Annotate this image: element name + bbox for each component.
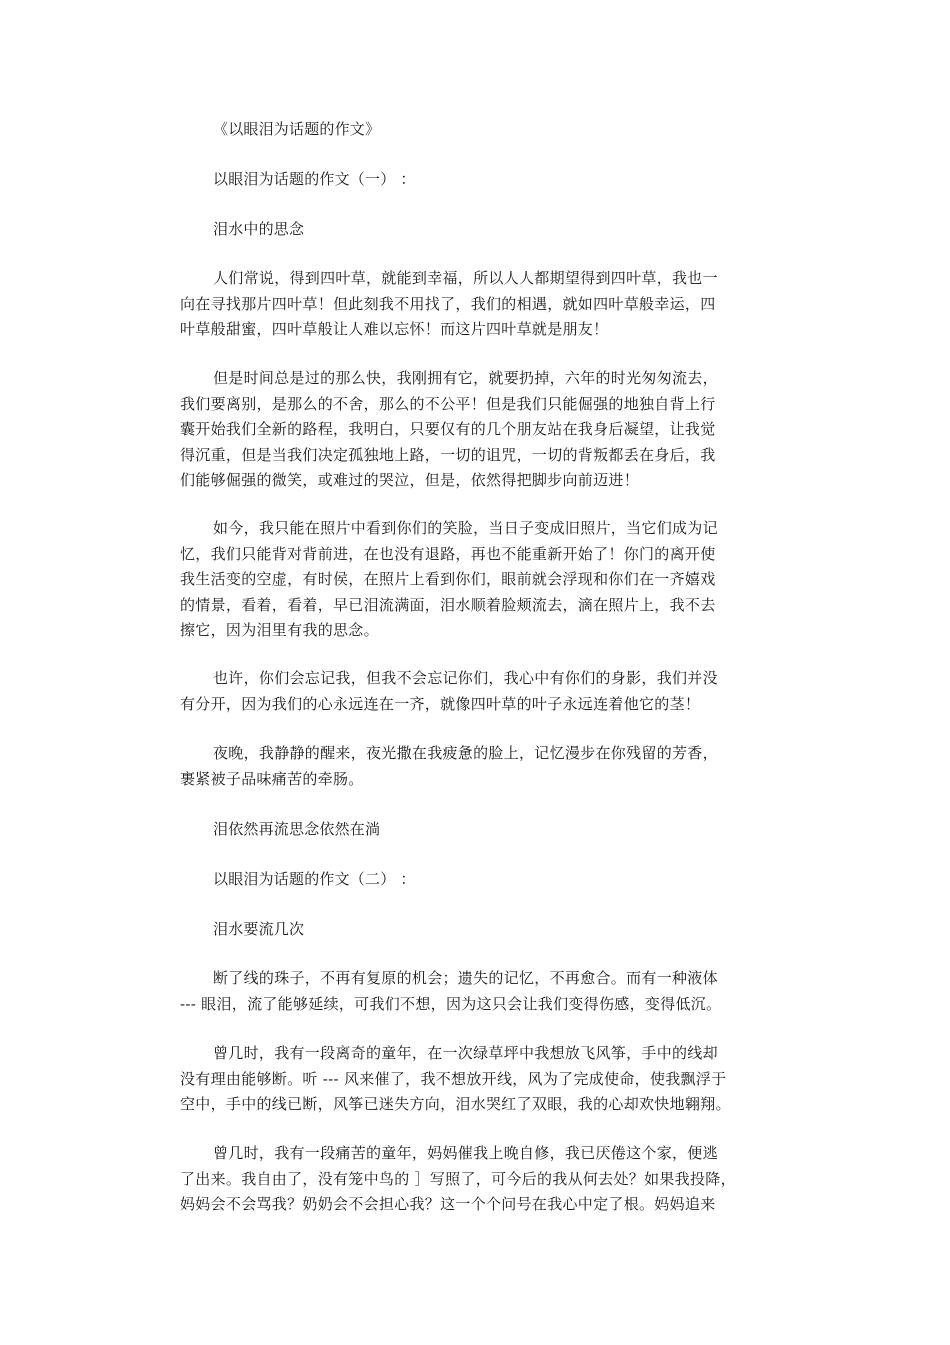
text-line: 我们要离别，是那么的不舍，那么的不公平！但是我们只能倔强的地独自背上行 <box>180 394 716 413</box>
text-line: 但是时间总是过的那么快，我刚拥有它，就要扔掉，六年的时光匆匆流去， <box>213 369 718 387</box>
essay1-paragraph-5 <box>180 741 718 792</box>
essay2-paragraph-1 <box>180 966 722 1017</box>
text-line: 囊开始我们全新的路程，我明白，只要仅有的几个朋友站在我身后凝望，让我觉 <box>180 420 716 438</box>
text-line: 叶草般甜蜜，四叶草般让人难以忘怀！而这片四叶草就是朋友！ <box>180 320 609 338</box>
text-line: 的情景，看着，看着，早已泪流满面，泪水顺着脸颊流去，滴在照片上，我不去 <box>180 595 716 614</box>
essay1-paragraph-2 <box>180 366 718 494</box>
document-title: 《以眼泪为话题的作文》 <box>213 120 381 138</box>
text-line: 得沉重，但是当我们决定孤独地上路，一切的诅咒，一切的背叛都丢在身后，我 <box>180 445 716 464</box>
essay1-closing-line: 泪依然再流思念依然在淌 <box>213 820 381 838</box>
essay2-heading: 以眼泪为话题的作文（二） ： <box>213 870 416 888</box>
text-line: 忆，我们只能背对背前进，在也没有退路，再也不能重新开始了！你门的离开使 <box>180 544 716 563</box>
text-line: 擦它，因为泪里有我的思念。 <box>180 621 379 639</box>
text-line: 也许，你们会忘记我，但我不会忘记你们，我心中有你们的身影，我们并没 <box>213 669 718 687</box>
essay2-subtitle: 泪水要流几次 <box>213 920 305 938</box>
text-line: 曾几时，我有一段痛苦的童年，妈妈催我上晚自修，我已厌倦这个家，便逃 <box>213 1144 718 1162</box>
text-line: 我生活变的空虚，有时侯，在照片上看到你们，眼前就会浮现和你们在一齐嬉戏 <box>180 570 716 588</box>
essay1-paragraph-4 <box>180 666 718 717</box>
text-line: 空中，手中的线已断，风筝已迷失方向，泪水哭红了双眼，我的心却欢快地翱翔。 <box>180 1095 731 1113</box>
text-line: 没有理由能够断。听 --- 风来催了，我不想放开线，风为了完成使命，使我飘浮于 <box>180 1069 727 1088</box>
text-line: 曾几时，我有一段离奇的童年，在一次绿草坪中我想放飞风筝，手中的线却 <box>213 1044 718 1062</box>
essay2-paragraph-3 <box>180 1141 736 1218</box>
essay1-paragraph-3 <box>180 516 718 644</box>
essay1-heading: 以眼泪为话题的作文（一） ： <box>213 170 416 188</box>
text-line: 有分开，因为我们的心永远连在一齐，就像四叶草的叶子永远连着他它的茎！ <box>180 694 701 713</box>
text-line: 向在寻找那片四叶草！但此刻我不用找了，我们的相遇，就如四叶草般幸运，四 <box>180 294 716 313</box>
text-line: 妈妈会不会骂我？奶奶会不会担心我？这一个个问号在我心中定了根。妈妈追来 <box>180 1195 716 1213</box>
text-line: 夜晚，我静静的醒来，夜光撒在我疲惫的脸上，记忆漫步在你残留的芳香， <box>213 744 718 762</box>
text-line: 断了线的珠子，不再有复原的机会；遗失的记忆，不再愈合。而有一种液体 <box>213 969 718 987</box>
text-line: 们能够倔强的微笑，或难过的哭泣，但是，依然得把脚步向前迈进！ <box>180 471 640 489</box>
essay1-paragraph-1 <box>180 266 718 343</box>
text-line: --- 眼泪，流了能够延续，可我们不想，因为这只会让我们变得伤感，变得低沉。 <box>180 994 722 1013</box>
text-line: 了出来。我自由了，没有笼中鸟的 ］写照了，可今后的我从何去处？如果我投降， <box>180 1169 736 1188</box>
essay1-subtitle: 泪水中的思念 <box>213 220 305 238</box>
text-line: 如今，我只能在照片中看到你们的笑脸，当日子变成旧照片，当它们成为记 <box>213 519 718 537</box>
essay2-paragraph-2 <box>180 1041 731 1118</box>
text-line: 裹紧被子品味痛苦的牵肠。 <box>180 769 364 788</box>
text-line: 人们常说，得到四叶草，就能到幸福，所以人人都期望得到四叶草，我也一 <box>213 269 718 287</box>
